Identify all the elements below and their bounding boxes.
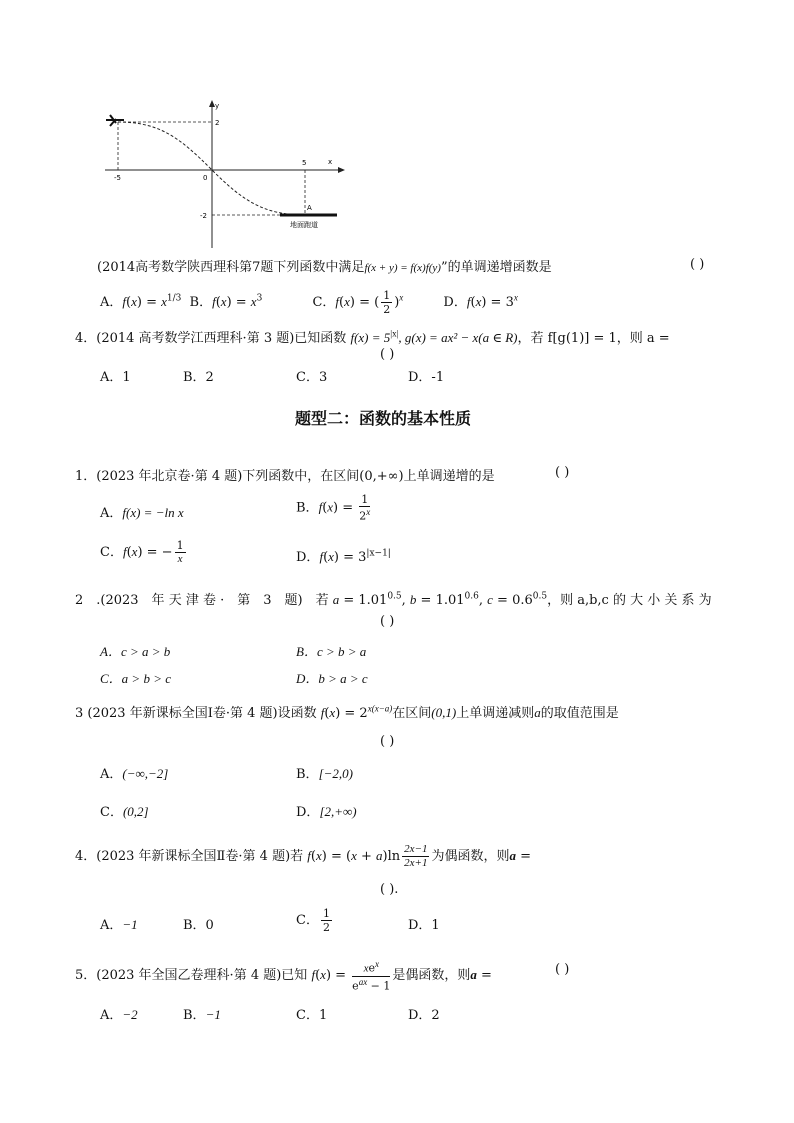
q3-old-option-b: B．$f(x) = x^3$ [189, 293, 263, 310]
point-a-label: A [307, 204, 312, 212]
q4-old-option-a: A．1 [100, 370, 131, 385]
q2-question: 2 .(2023 年 天 津 卷 · 第 3 题) 若 $a = 1.01^{0.5}$, $b = 1.01^{0.6}$, $c = 0.6^{0.5}$，则 a,b,c 的 大 小 关 系 为 [75, 591, 712, 608]
q1-option-a: A．f(x) = −ln x [100, 505, 184, 521]
q1-option-d: D．$f(x) = 3^{|x-1|}$ [296, 548, 391, 565]
x-axis-arrow [338, 167, 345, 173]
q3-old-paren: ( ) [690, 257, 705, 272]
q3-option-b: B．[−2,0) [296, 766, 353, 782]
q3-option-a: A．(−∞,−2] [100, 766, 169, 782]
q3-old-option-a: A．$f(x) = x^{1/3}$ [100, 293, 182, 310]
q4-paren: ( ). [380, 882, 399, 897]
q3-option-d: D．[2,+∞) [296, 804, 357, 820]
q3-old-option-c: C．f(x) = ( $\frac{1}{2}$ )$^x$ [312, 289, 404, 316]
q2-option-a: A．c > a > b [100, 644, 171, 659]
q3-old-option-d: D．$f(x) = 3^x$ [443, 292, 518, 310]
function-graph [100, 98, 350, 250]
q4-question: 4．(2023 年新课标全国Ⅱ卷·第 4 题)若 f(x) = (x + a)ln $\frac{2x-1}{2x+1}$ 为偶函数，则a = [75, 843, 531, 869]
q5-option-a: A．−2 [100, 1007, 138, 1023]
q4-old-option-d: D．-1 [408, 370, 445, 385]
q4-old-paren: ( ) [380, 347, 395, 362]
section-title: 题型二：函数的基本性质 [295, 409, 472, 428]
q4-option-a: A．−1 [100, 917, 138, 933]
q1-paren: ( ) [555, 465, 570, 480]
q1-option-b: B．f(x) = $\frac{1}{2^x}$ [296, 493, 371, 523]
x-right-label: 5 [302, 159, 307, 167]
origin-label: 0 [203, 174, 208, 182]
plane-icon [106, 115, 124, 126]
q2-option-c: C．a > b > c [100, 671, 171, 686]
runway-label: 地面跑道 [290, 221, 318, 229]
q5-question: 5．(2023 年全国乙卷理科·第 4 题)已知 f(x) = $\frac{xe^x}{e^{ax} - 1}$ 是偶函数，则a = [75, 959, 492, 993]
q4-old-question: 4．(2014 高考数学江西理科·第 3 题)已知函数 $f(x) = 5^{|x|}$, g(x) = ax² − x(a ∈ R)，若 f[g(1)] = 1，则 a = [75, 328, 670, 346]
y-bottom-label: -2 [200, 212, 207, 220]
q5-paren: ( ) [555, 962, 570, 977]
q3-question: 3 (2023 年新课标全国Ⅰ卷·第 4 题)设函数 $f(x) = 2^{x(x-a)}$在区间(0,1)上单调递减则a的取值范围是 [75, 703, 619, 721]
q1-question: 1．(2023 年北京卷·第 4 题)下列函数中，在区间(0,+∞)上单调递增的是 [75, 469, 495, 484]
q4-option-b: B．0 [183, 918, 214, 933]
q5-option-d: D．2 [408, 1008, 440, 1023]
q3-old-question [97, 256, 552, 275]
q2-paren: ( ) [380, 614, 395, 629]
q4-old-option-c: C．3 [296, 370, 328, 385]
q3-option-c: C．(0,2] [100, 804, 149, 820]
q5-option-c: C．1 [296, 1008, 328, 1023]
q4-old-option-b: B．2 [183, 370, 214, 385]
q2-option-b: B．c > b > a [296, 644, 367, 659]
q3-old-condition: f(x + y) = f(x)f(y) [364, 262, 441, 274]
x-axis-label: x [328, 158, 333, 166]
q4-option-d: D．1 [408, 918, 440, 933]
q3-old-options [100, 290, 518, 315]
y-axis-label: y [215, 102, 220, 110]
q4-option-c: C． $\frac{1}{2}$ [296, 907, 330, 934]
x-left-label: -5 [114, 174, 121, 182]
q3-old-tail: ”的单调递增函数是 [440, 260, 552, 275]
q1-option-c: C．f(x) = − $\frac{1}{x}$ [100, 539, 184, 565]
q3-paren: ( ) [380, 734, 395, 749]
y-top-label: 2 [215, 119, 220, 127]
q2-option-d: D．b > a > c [296, 671, 368, 686]
q5-option-b: B．−1 [183, 1007, 221, 1023]
q3-old-lead: (2014高考数学陕西理科第7题下列函数中满足 [97, 260, 365, 275]
